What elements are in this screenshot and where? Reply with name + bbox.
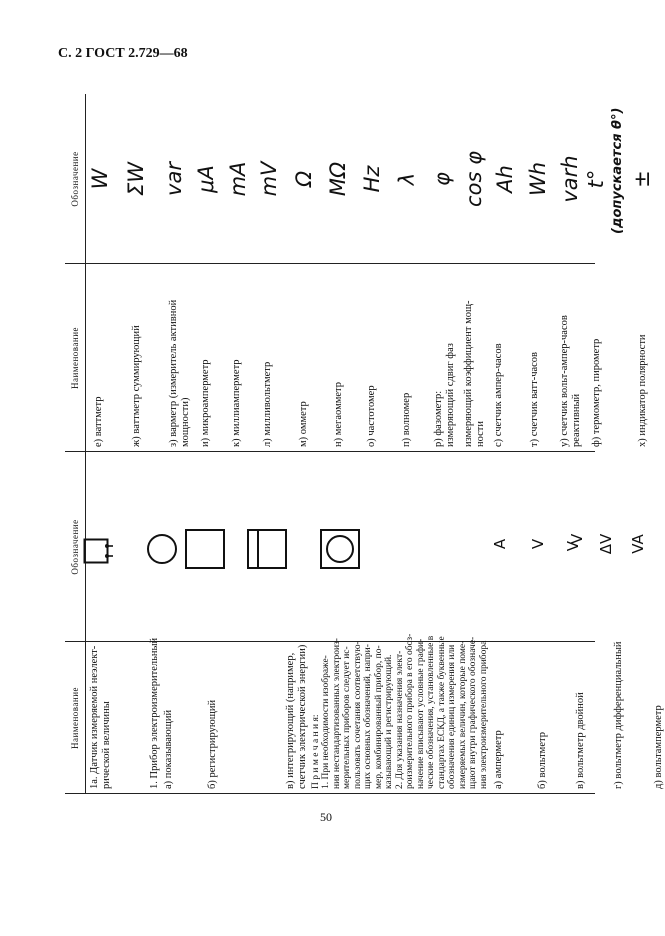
double-voltmeter-v1: V — [564, 544, 582, 552]
ammeter-symbol: A — [491, 538, 509, 550]
double-voltmeter-symbol — [562, 489, 584, 599]
voltmeter-symbol: V — [529, 538, 547, 550]
right-item-p: п) волномер — [401, 392, 412, 447]
right-item-i: и) микроамперметр — [200, 359, 211, 447]
right-item-t: т) счетчик ватт-часов — [529, 351, 540, 447]
item-b-voltmeter: б) вольтметр — [537, 732, 548, 789]
note-title: П р и м е ч а н и я: — [311, 714, 321, 789]
right-item-f: ф) термометр, пирометр — [591, 338, 602, 447]
section-1-title: 1. Прибор электроизмерительный — [149, 637, 160, 789]
right-item-u-2: реактивный — [571, 393, 582, 447]
item-b-recording: б) регистрирующий — [207, 699, 218, 789]
note-line: щих основных обозначений, напри- — [363, 644, 373, 789]
symbol-phi: φ — [430, 172, 454, 186]
differential-voltmeter-symbol: ΔV — [597, 533, 615, 555]
header-symbol-left: Обозначение — [70, 519, 80, 575]
item-v-double-voltmeter: в) вольтметр двойной — [575, 692, 586, 789]
right-item-m: м) омметр — [298, 401, 309, 447]
note-line: 1. При необходимости изображе- — [321, 655, 331, 789]
item-1a-line2: рической величины — [101, 701, 112, 789]
symbol-var: var — [162, 162, 186, 196]
item-g-differential-voltmeter: г) вольтметр дифференциальный — [613, 641, 624, 789]
right-item-kh: х) индикатор полярности — [637, 334, 648, 447]
note-line: ния нестандартизованных электроиз- — [331, 638, 342, 789]
double-voltmeter-v2: V — [568, 536, 586, 544]
note-line: обозначения единиц измерения или — [447, 644, 457, 789]
symbol-mv: mV — [257, 161, 281, 197]
note-line: измеряемых величин, которые поме- — [457, 640, 468, 789]
note-line: мер, комбинированный прибор, по- — [373, 645, 384, 789]
recording-instrument-symbol — [185, 529, 225, 569]
symbol-cos-phi: cos φ — [462, 151, 486, 207]
note-line: стандартах ЕСКД, а также буквенные — [436, 636, 447, 789]
table-left-border — [65, 793, 595, 794]
header-symbol-right: Обозначение — [70, 151, 80, 207]
note-line: казывающий и регистрирующий. — [384, 654, 394, 789]
page-number: 50 — [320, 810, 332, 824]
right-item-z-2: мощности) — [180, 397, 191, 447]
symbol-theta-note: (допускается θ°) — [610, 107, 625, 234]
header-name-right: Наименование — [70, 326, 80, 390]
right-item-r-2: измеряющий сдвиг фаз — [445, 343, 456, 447]
symbol-ma: mA — [226, 161, 250, 197]
right-item-s: с) счетчик ампер-часов — [493, 343, 504, 447]
item-a-ammeter: а) амперметр — [493, 730, 504, 789]
rotated-table — [65, 94, 664, 794]
indicating-instrument-symbol — [147, 534, 177, 564]
combined-instrument-symbol — [320, 529, 360, 569]
voltammeter-symbol: VA — [629, 534, 647, 554]
right-item-e: е) ваттметр — [93, 396, 104, 447]
col-divider-2 — [65, 451, 595, 452]
note-line: щают внутри графического обозначе- — [468, 636, 478, 789]
item-v-integrating-2: счетчик электрической энергии) — [297, 644, 308, 789]
symbol-t-degree: t° — [584, 169, 608, 189]
col-divider-1 — [65, 641, 595, 642]
right-item-k: к) миллиамперметр — [231, 359, 242, 447]
right-item-r-1: р) фазометр: — [433, 390, 444, 447]
right-item-o: о) частотомер — [366, 385, 377, 447]
symbol-hz: Hz — [360, 165, 384, 193]
right-item-z-1: з) варметр (измеритель активной — [168, 299, 179, 447]
item-v-integrating-1: в) интегрирующий (например, — [285, 652, 296, 789]
symbol-mega-omega: MΩ — [326, 161, 350, 197]
symbol-sigma-w: ΣW — [124, 161, 148, 197]
symbol-ah: Ah — [493, 165, 517, 193]
item-1a-line1: 1а. Датчик измеряемой неэлект- — [89, 645, 100, 789]
note-line: мерительных приборов следует ис- — [342, 646, 352, 789]
col-divider-3 — [65, 263, 595, 264]
note-line: ния электроизмерительного прибора — [478, 640, 489, 789]
integrating-instrument-symbol — [247, 529, 287, 569]
sensor-symbol — [83, 538, 109, 564]
right-item-u-1: у) счетчик вольт-ампер-часов — [559, 315, 570, 447]
note-line: начение вписывают условные графи- — [415, 638, 426, 789]
header-name-left: Наименование — [70, 686, 80, 750]
right-item-cos-2: ности — [475, 421, 486, 447]
symbol-micro-a: μA — [194, 165, 218, 193]
note-line: пользовать сочетания соответствую- — [352, 641, 363, 789]
right-item-l: л) милливольтметр — [262, 361, 273, 447]
note-line: роизмерительного прибора в его обоз- — [405, 633, 415, 789]
symbol-wh: Wh — [526, 161, 550, 197]
note-line: 2. Для указания назначения элект- — [394, 650, 405, 789]
item-a-indicating: а) показывающий — [163, 709, 174, 789]
symbol-omega: Ω — [292, 170, 316, 188]
right-item-n: н) мегаомметр — [333, 382, 344, 447]
symbol-polarity: ± — [630, 170, 654, 188]
page-header: С. 2 ГОСТ 2.729—68 — [58, 46, 188, 61]
item-d-voltammeter: д) вольтамперметр — [653, 705, 664, 789]
symbol-varh: varh — [558, 155, 582, 203]
header-separator — [85, 94, 86, 794]
right-item-zh: ж) ваттметр суммирующий — [131, 325, 142, 447]
sensor-icon — [83, 538, 109, 564]
symbol-w: W — [88, 168, 112, 190]
symbol-lambda: λ — [395, 172, 419, 186]
note-line: ческие обозначения, установленные в — [426, 635, 436, 789]
right-item-cos-1: измеряющий коэффициент мощ- — [463, 300, 474, 447]
